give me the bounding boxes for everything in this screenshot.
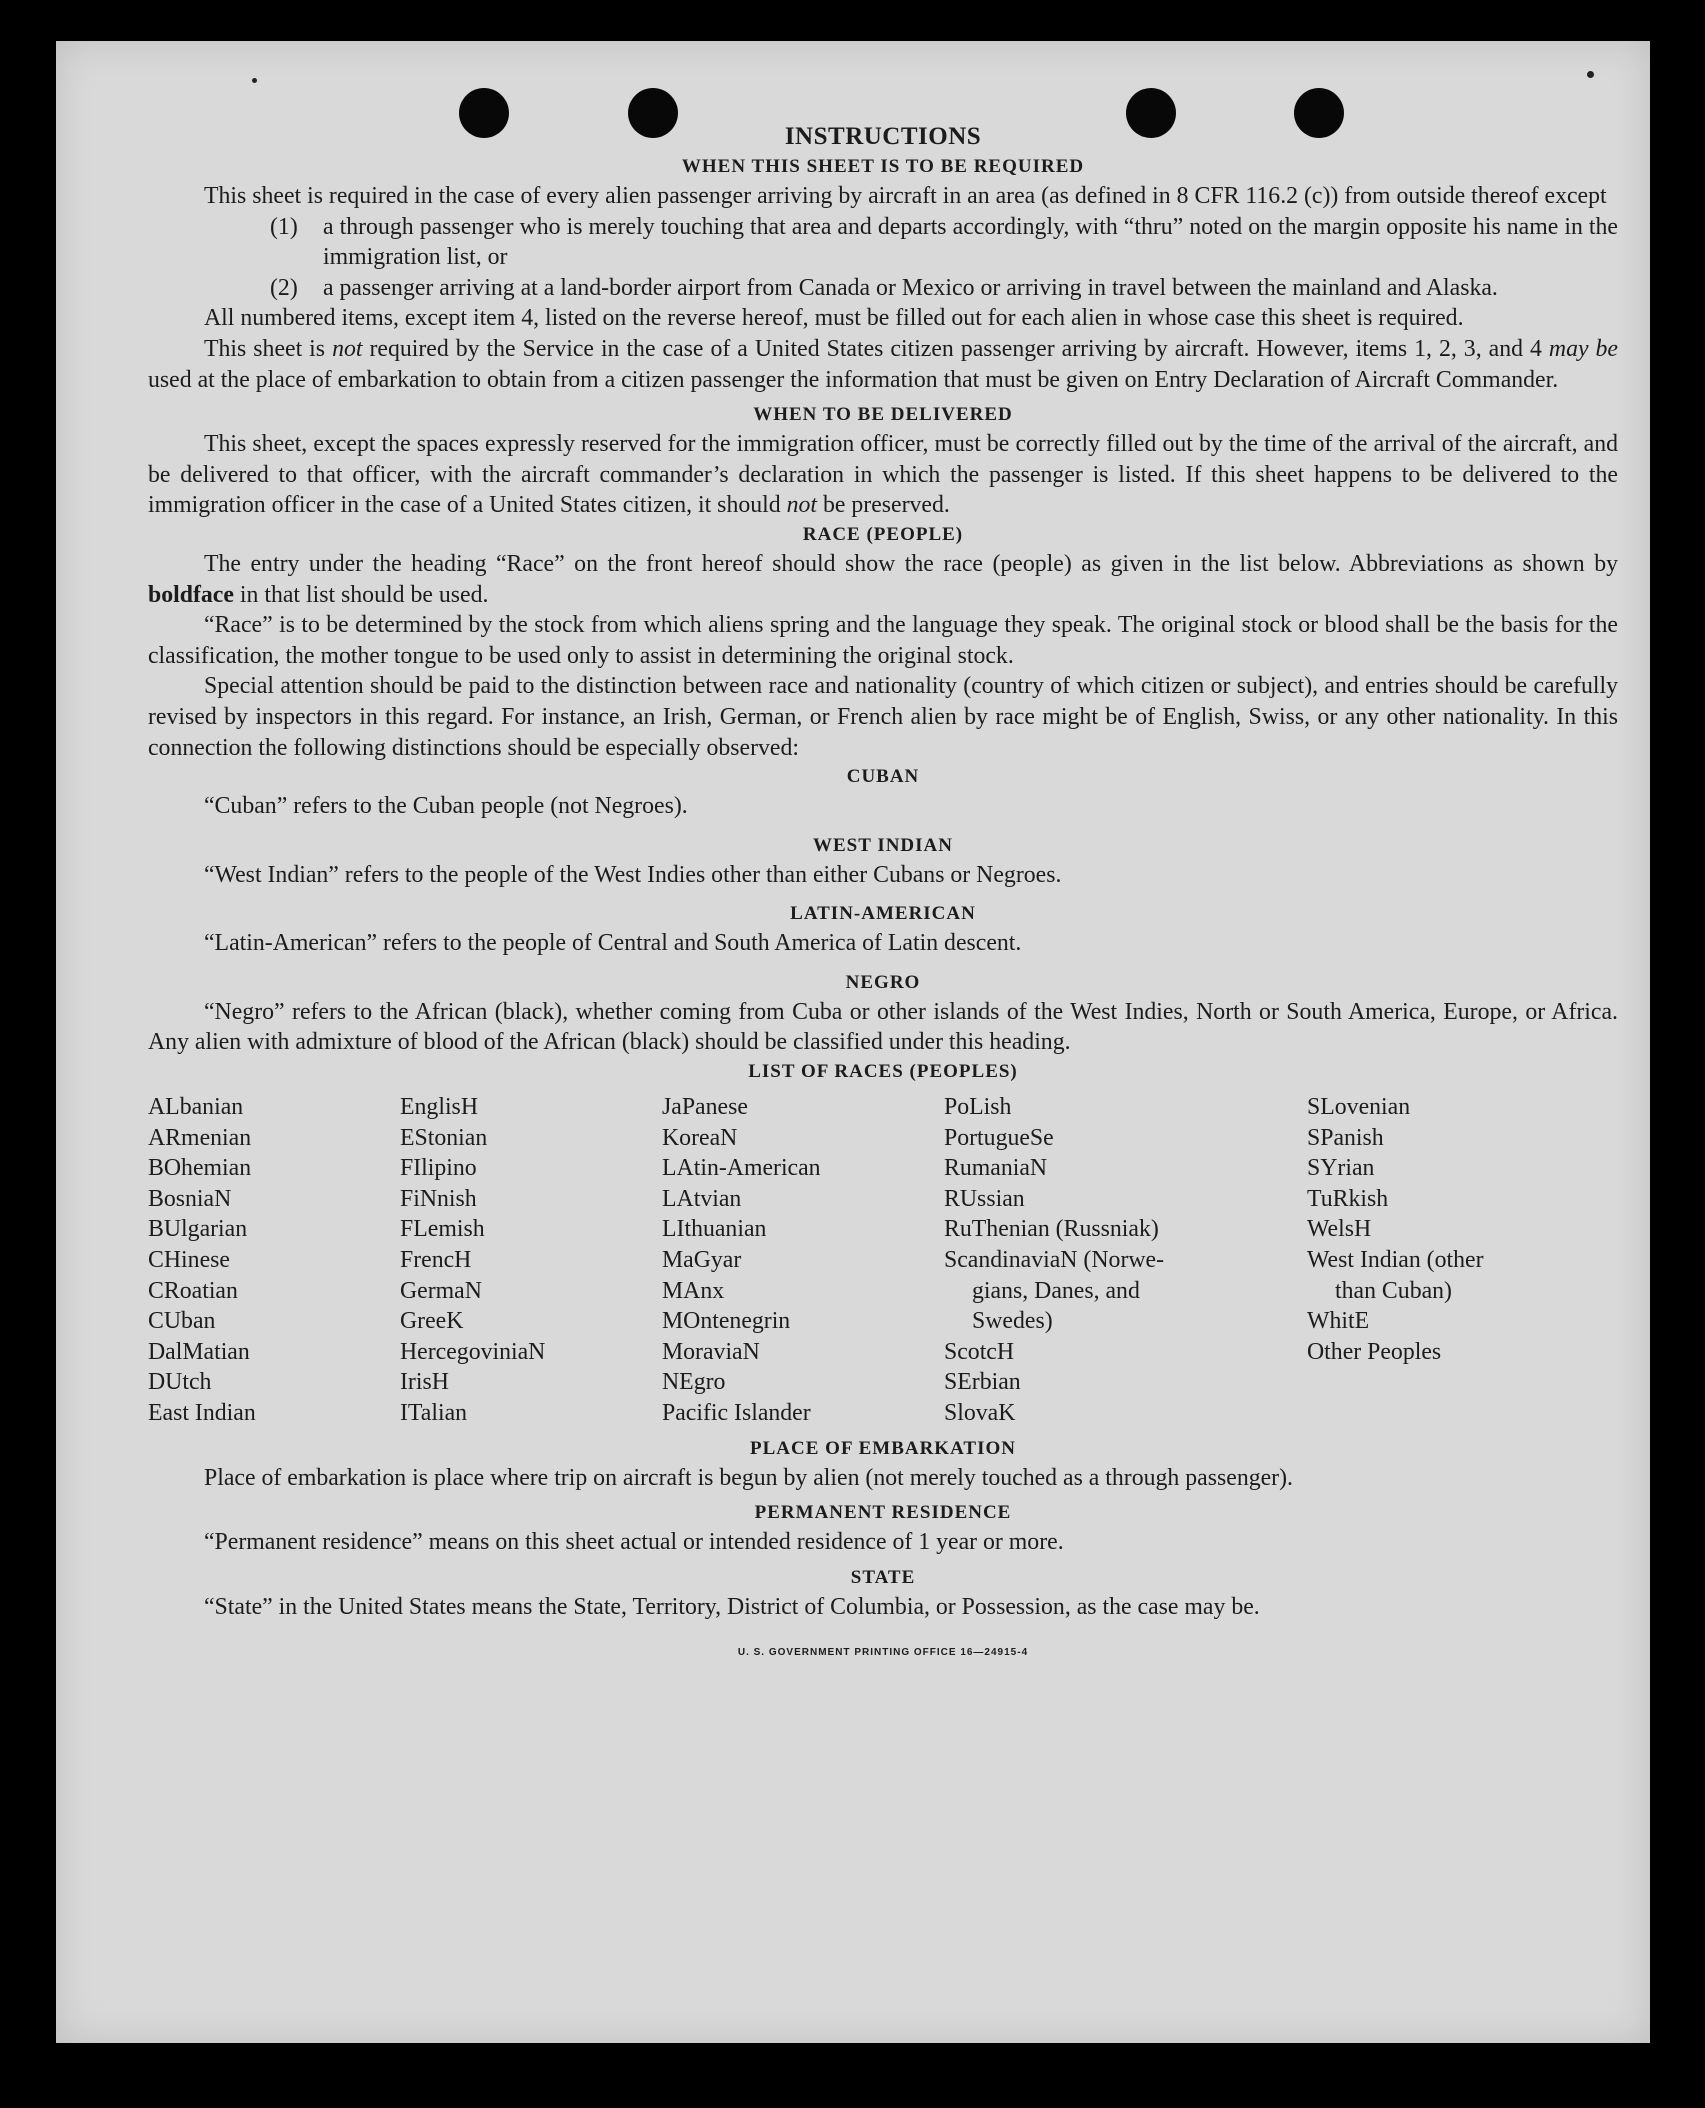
race-entry: FLemish [400, 1216, 485, 1243]
section-heading-required: WHEN THIS SHEET IS TO BE REQUIRED [681, 156, 1085, 177]
item-number: (1) [270, 213, 298, 240]
race-entry: LAtin-American [662, 1155, 821, 1182]
race-entry: RuThenian (Russniak) [944, 1216, 1159, 1243]
race-entry: SLovenian [1307, 1094, 1411, 1121]
west-indian-definition: “West Indian” refers to the people of the West Indies other than either Cubans or Negroes. [204, 861, 1062, 888]
race-entry: CUban [148, 1308, 216, 1335]
item-text: a through passenger who is merely touching that area and departs accordingly, with “thru” noted on the margin opposite his name in the immigration list, or [323, 213, 1618, 271]
required-intro: This sheet is required in the case of every alien passenger arriving by aircraft in an area (as defined in 8 CFR 116.2 (c)) from outside thereof except [204, 183, 1607, 209]
state-definition: “State” in the United States means the State, Territory, District of Columbia, or Possession, as the case may be. [204, 1593, 1260, 1620]
section-heading-residence: PERMANENT RESIDENCE [754, 1502, 1012, 1524]
race-entry: Other Peoples [1307, 1338, 1442, 1365]
embarkation-definition: Place of embarkation is place where trip on aircraft is begun by alien (not merely touched as a through passenger). [204, 1464, 1293, 1491]
race-entry: East Indian [148, 1400, 256, 1426]
section-heading-cuban: CUBAN [846, 766, 920, 788]
race-entry: EnglisH [400, 1094, 479, 1121]
race-entry: LAtvian [662, 1185, 742, 1212]
race-entry: SlovaK [944, 1400, 1016, 1426]
race-entry: BOhemian [148, 1155, 252, 1182]
instructions-content [148, 121, 1618, 1669]
race-entry: MaGyar [662, 1247, 742, 1274]
section-heading-state: STATE [850, 1566, 916, 1588]
paper-speck [1587, 71, 1594, 78]
item-text: a passenger arriving at a land-border airport from Canada or Mexico or arriving in travel between the mainland and Alaska. [323, 274, 1498, 301]
race-entry: WelsH [1307, 1216, 1372, 1243]
races-column-4 [944, 1092, 1307, 1429]
race-entry: FiNnish [400, 1185, 477, 1212]
section-heading-delivered: WHEN TO BE DELIVERED [753, 404, 1013, 426]
race-entry: SPanish [1307, 1124, 1384, 1151]
race-paragraph-2: “Race” is to be determined by the stock from which aliens spring and the language they speak. The original stock or blood shall be the basis for the classification, the mother tongue to be used only to assist in determining the original stock. [148, 612, 1618, 669]
race-entry: BUlgarian [148, 1216, 248, 1243]
cuban-definition: “Cuban” refers to the Cuban people (not Negroes). [204, 793, 688, 820]
race-entry: JaPanese [662, 1094, 748, 1121]
race-entry: GermaN [400, 1277, 482, 1304]
section-heading-embarkation: PLACE OF EMBARKATION [750, 1437, 1016, 1459]
race-entry: FrencH [400, 1247, 472, 1274]
race-entry: Swedes) [972, 1308, 1053, 1335]
race-entry: MAnx [662, 1277, 725, 1304]
race-paragraph-1: The entry under the heading “Race” on the front hereof should show the race (people) as given in the list below. Abbreviations as shown by boldface in that list should be used. [148, 550, 1618, 608]
race-entry: TuRkish [1307, 1185, 1389, 1212]
exception-item-1 [148, 212, 1618, 273]
race-entry: WhitE [1307, 1308, 1370, 1335]
race-entry: ScandinaviaN (Norwe- [944, 1247, 1165, 1274]
section-heading-west-indian: WEST INDIAN [813, 834, 953, 856]
races-column-1 [148, 1092, 400, 1429]
section-heading-list-of-races: LIST OF RACES (PEOPLES) [748, 1061, 1018, 1083]
race-entry: Pacific Islander [662, 1400, 811, 1426]
race-entry: LIthuanian [662, 1216, 767, 1243]
race-entry: ScotcH [944, 1338, 1015, 1365]
race-entry: GreeK [400, 1308, 464, 1335]
race-entry: SYrian [1307, 1155, 1375, 1182]
race-entry: gians, Danes, and [972, 1277, 1140, 1304]
race-entry: HercegoviniaN [400, 1338, 546, 1365]
printing-office-footer: U. S. GOVERNMENT PRINTING OFFICE 16—24915-4 [737, 1647, 1029, 1659]
races-list [148, 1092, 1618, 1429]
race-entry: ITalian [400, 1400, 468, 1426]
race-entry: MOntenegrin [662, 1308, 791, 1335]
negro-definition: “Negro” refers to the African (black), whether coming from Cuba or other islands of the West Indies, North or South America, Europe, or Africa. Any alien with admixture of blood of the African (black) should be classified under this heading. [148, 998, 1618, 1056]
race-entry: RUssian [944, 1185, 1025, 1212]
latin-american-definition: “Latin-American” refers to the people of Central and South America of Latin descent. [204, 930, 1022, 957]
race-entry: KoreaN [662, 1124, 738, 1151]
race-entry: PoLish [944, 1094, 1012, 1121]
races-column-5 [1307, 1092, 1587, 1429]
section-heading-negro: NEGRO [845, 971, 921, 993]
race-entry: SErbian [944, 1369, 1021, 1396]
race-entry: CHinese [148, 1247, 230, 1274]
races-column-3 [662, 1092, 944, 1429]
item-number: (2) [270, 274, 298, 301]
required-paragraph-2: All numbered items, except item 4, listed on the reverse hereof, must be filled out for each alien in whose case this sheet is required. [204, 305, 1464, 332]
paper-speck [252, 78, 257, 83]
page-title: INSTRUCTIONS [784, 123, 982, 150]
race-entry: CRoatian [148, 1277, 238, 1304]
exception-item-2 [148, 273, 1618, 304]
race-entry: ARmenian [148, 1124, 252, 1151]
residence-definition: “Permanent residence” means on this sheet actual or intended residence of 1 year or more. [204, 1529, 1064, 1556]
race-entry: EStonian [400, 1124, 488, 1151]
race-entry: West Indian (other [1307, 1247, 1484, 1274]
race-entry: MoraviaN [662, 1338, 760, 1365]
required-paragraph-3: This sheet is not required by the Service in the case of a United States citizen passenger arriving by aircraft. However, items 1, 2, 3, and 4 may be used at the place of embarkation to obtain from a citizen passenger the information that must be given on Entry Declaration of Aircraft Commander. [148, 335, 1618, 393]
race-entry: PortugueSe [944, 1124, 1054, 1151]
section-heading-race: RACE (PEOPLE) [802, 523, 964, 545]
race-paragraph-3: Special attention should be paid to the distinction between race and nationality (country of which citizen or subject), and entries should be carefully revised by inspectors in this regard. For instance, an Irish, German, or French alien by race might be of English, Swiss, or any other nationality. In this connection the following distinctions should be especially observed: [148, 673, 1618, 761]
race-entry: ALbanian [148, 1094, 244, 1121]
race-entry: than Cuban) [1335, 1277, 1452, 1304]
race-entry: DUtch [148, 1369, 212, 1396]
document-sheet [56, 41, 1650, 2043]
section-heading-latin-american: LATIN-AMERICAN [790, 903, 976, 925]
race-entry: BosniaN [148, 1185, 232, 1212]
race-entry: RumaniaN [944, 1155, 1048, 1182]
race-entry: NEgro [662, 1369, 726, 1396]
race-entry: IrisH [400, 1369, 449, 1396]
race-entry: FIlipino [400, 1155, 477, 1182]
delivered-paragraph: This sheet, except the spaces expressly reserved for the immigration officer, must be correctly filled out by the time of the arrival of the aircraft, and be delivered to that officer, with the aircraft commander’s declaration in which the passenger is listed. If this sheet happens to be delivered to the immigration officer in the case of a United States citizen, it should not be preserved. [148, 431, 1618, 519]
race-entry: DalMatian [148, 1338, 250, 1365]
races-column-2 [400, 1092, 662, 1429]
